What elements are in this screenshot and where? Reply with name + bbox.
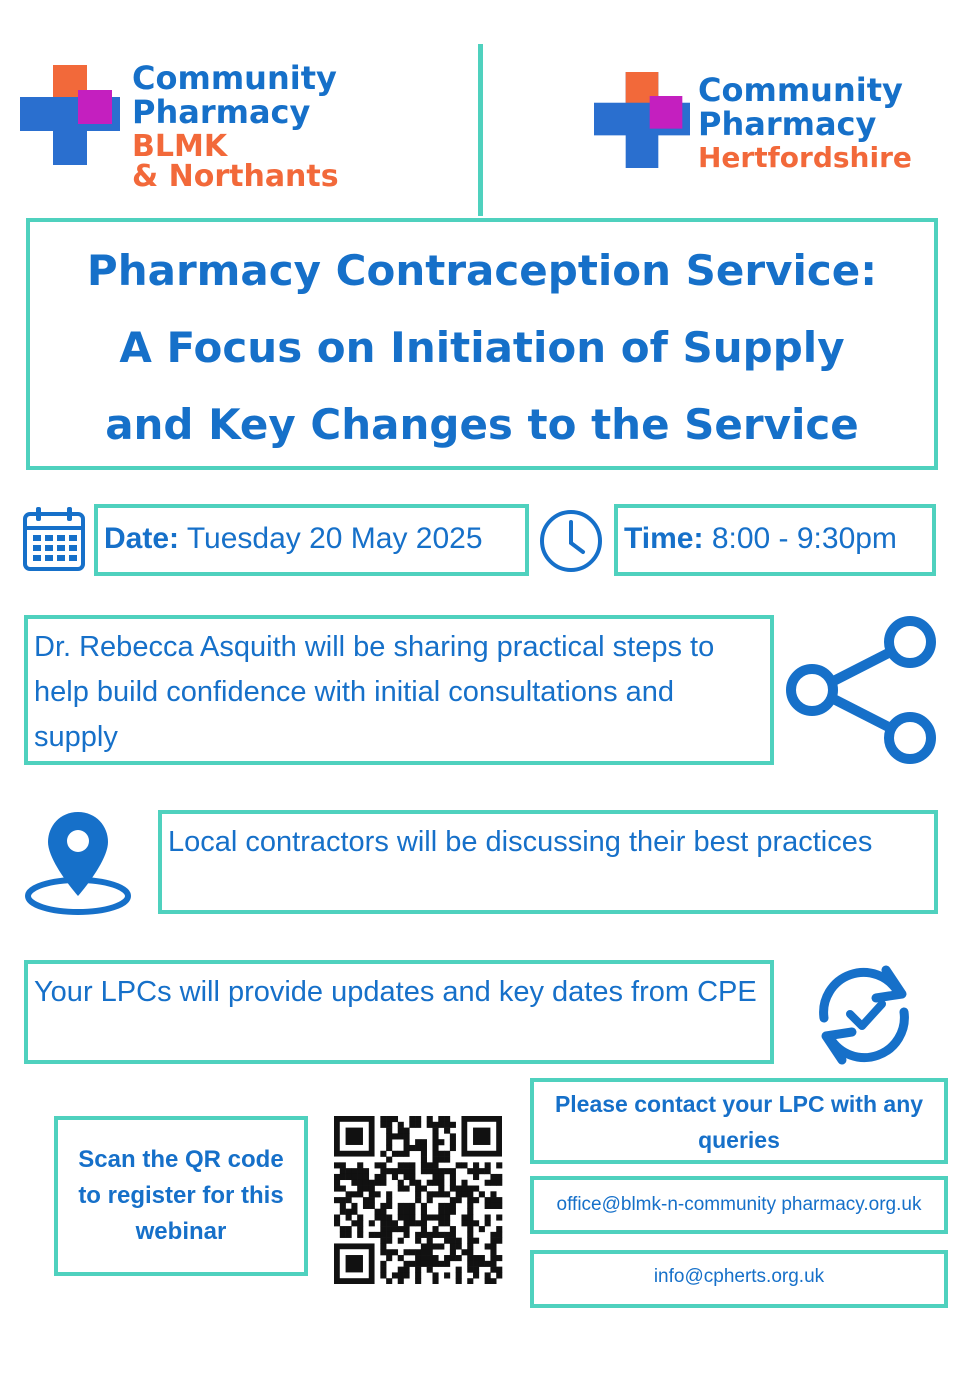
logo-left-line2: Pharmacy xyxy=(132,93,311,131)
register-text: Scan the QR code to register for this webinar xyxy=(78,1146,284,1245)
speaker-text: Dr. Rebecca Asquith will be sharing practical steps to help build confidence with initial consultations and supply xyxy=(34,631,715,753)
date-label: Date: xyxy=(104,522,180,555)
refresh-check-icon xyxy=(806,960,922,1068)
logo-left-line3: BLMK xyxy=(132,129,228,164)
contractors-text: Local contractors will be discussing their best practices xyxy=(168,826,873,858)
time-box xyxy=(614,504,936,576)
qr-code[interactable] xyxy=(334,1116,504,1284)
date-value: Tuesday 20 May 2025 xyxy=(186,522,483,555)
title-box xyxy=(26,218,938,470)
title-line-1: Pharmacy Contraception Service: xyxy=(86,246,878,295)
email-herts-link[interactable]: info@cpherts.org.uk xyxy=(653,1266,825,1287)
title-line-3: and Key Changes to the Service xyxy=(105,400,859,449)
location-pin-icon xyxy=(24,808,134,918)
logo-hertfordshire xyxy=(594,72,939,182)
contact-heading-box xyxy=(530,1078,948,1164)
logo-left-line4: & Northants xyxy=(132,159,339,194)
calendar-icon xyxy=(22,506,86,572)
title-line-2: A Focus on Initiation of Supply xyxy=(119,323,845,372)
email-box-1 xyxy=(530,1176,948,1234)
pharmacy-cross-logo-icon xyxy=(594,72,690,168)
logo-left-line1: Community xyxy=(132,59,337,97)
logo-right-line1: Community xyxy=(698,71,903,109)
pharmacy-cross-logo-icon xyxy=(20,65,120,165)
logo-blmk-northants xyxy=(20,59,360,194)
share-icon xyxy=(782,614,940,766)
logo-right-line2: Pharmacy xyxy=(698,105,877,143)
clock-icon xyxy=(538,508,604,574)
email-blmk-link[interactable]: office@blmk-n-community pharmacy.org.uk xyxy=(556,1194,922,1215)
contact-heading: Please contact your LPC with any queries xyxy=(554,1091,924,1153)
register-box xyxy=(54,1116,308,1276)
date-box xyxy=(94,504,529,576)
email-box-2 xyxy=(530,1250,948,1308)
time-value: 8:00 - 9:30pm xyxy=(711,522,897,555)
logo-divider xyxy=(478,44,483,216)
lpc-updates-box xyxy=(24,960,774,1064)
contractors-box xyxy=(158,810,938,914)
time-label: Time: xyxy=(624,522,704,555)
logo-right-line3: Hertfordshire xyxy=(698,141,912,174)
lpc-updates-text: Your LPCs will provide updates and key dates from CPE xyxy=(34,976,757,1008)
speaker-box xyxy=(24,615,774,765)
